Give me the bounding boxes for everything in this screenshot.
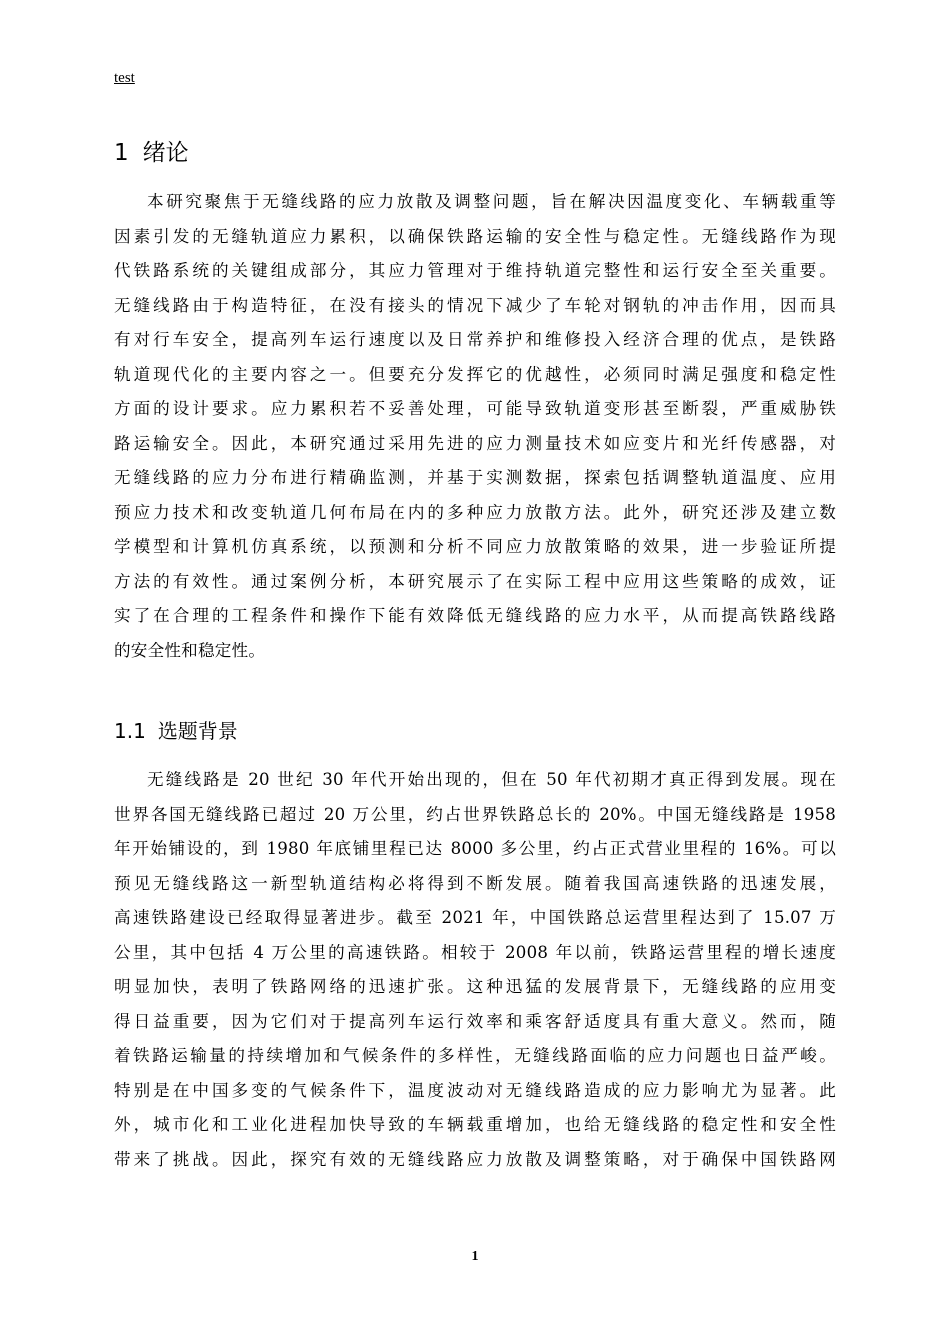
section-1-1-paragraph (114, 763, 836, 1177)
paragraph-line: 着铁路运输量的持续增加和气候条件的多样性，无缝线路面临的应力问题也日益严峻。 (114, 1046, 836, 1065)
paragraph-line: 公里，其中包括 4 万公里的高速铁路。相较于 2008 年以前，铁路运营里程的增长速度 (114, 942, 836, 962)
paragraph-line: 特别是在中国多变的气候条件下，温度波动对无缝线路造成的应力影响尤为显著。此 (114, 1080, 836, 1100)
paragraph-line: 预应力技术和改变轨道几何布局在内的多种应力放散方法。此外，研究还涉及建立数 (114, 502, 836, 522)
header-link[interactable]: test (114, 70, 135, 86)
paragraph-line: 无缝线路的应力分布进行精确监测，并基于实测数据，探索包括调整轨道温度、应用 (114, 468, 836, 487)
paragraph-line: 方法的有效性。通过案例分析，本研究展示了在实际工程中应用这些策略的成效，证 (114, 571, 836, 591)
paragraph-line: 无缝线路是 20 世纪 30 年代开始出现的，但在 50 年代初期才真正得到发展。现在 (147, 770, 836, 789)
page-number: 1 (471, 1249, 479, 1264)
paragraph-line: 因素引发的无缝轨道应力累积，以确保铁路运输的安全性与稳定性。无缝线路作为现 (114, 226, 836, 246)
paragraph-line: 路运输安全。因此，本研究通过采用先进的应力测量技术如应变片和光纤传感器，对 (114, 433, 836, 453)
paragraph-line: 明显加快，表明了铁路网络的迅速扩张。这种迅猛的发展背景下，无缝线路的应用变 (114, 977, 836, 996)
paragraph-line: 得日益重要，因为它们对于提高列车运行效率和乘客舒适度具有重大意义。然而，随 (114, 1011, 836, 1031)
paragraph-line: 代铁路系统的关键组成部分，其应力管理对于维持轨道完整性和运行安全至关重要。 (114, 261, 836, 280)
paragraph-line: 轨道现代化的主要内容之一。但要充分发挥它的优越性，必须同时满足强度和稳定性 (114, 364, 836, 384)
paragraph-line: 有对行车安全，提高列车运行速度以及日常养护和维修投入经济合理的优点，是铁路 (114, 330, 836, 349)
paragraph-line: 世界各国无缝线路已超过 20 万公里，约占世界铁路总长的 20%。中国无缝线路是 1958 (114, 804, 836, 824)
section-number: 1 (114, 140, 129, 166)
paragraph-line: 高速铁路建设已经取得显著进步。截至 2021 年，中国铁路总运营里程达到了 15.07 万 (114, 908, 836, 927)
paragraph-line: 本研究聚焦于无缝线路的应力放散及调整问题，旨在解决因温度变化、车辆载重等 (147, 192, 836, 211)
paragraph-line: 无缝线路由于构造特征，在没有接头的情况下减少了车轮对钢轨的冲击作用，因而具 (114, 295, 836, 315)
section-heading-1 (114, 138, 189, 168)
paragraph-line: 学模型和计算机仿真系统，以预测和分析不同应力放散策略的效果，进一步验证所提 (114, 537, 836, 556)
paragraph-line: 年开始铺设的，到 1980 年底铺里程已达 8000 多公里，约占正式营业里程的 16%。可以 (114, 839, 836, 858)
section-number: 1.1 (114, 719, 146, 743)
paragraph-line: 方面的设计要求。应力累积若不妥善处理，可能导致轨道变形甚至断裂，严重威胁铁 (114, 399, 836, 418)
paragraph-line: 实了在合理的工程条件和操作下能有效降低无缝线路的应力水平，从而提高铁路线路 (114, 606, 836, 625)
paragraph-line: 外，城市化和工业化进程加快导致的车辆载重增加，也给无缝线路的稳定性和安全性 (114, 1115, 836, 1134)
section-title: 选题背景 (157, 719, 238, 743)
paragraph-line: 预见无缝线路这一新型轨道结构必将得到不断发展。随着我国高速铁路的迅速发展， (114, 873, 836, 893)
section-heading-1-1 (114, 716, 238, 746)
paragraph-line: 带来了挑战。因此，探究有效的无缝线路应力放散及调整策略，对于确保中国铁路网 (114, 1149, 836, 1169)
section-1-paragraph (114, 185, 836, 668)
paragraph-line: 的安全性和稳定性。 (114, 640, 266, 660)
section-title: 绪论 (142, 140, 189, 166)
